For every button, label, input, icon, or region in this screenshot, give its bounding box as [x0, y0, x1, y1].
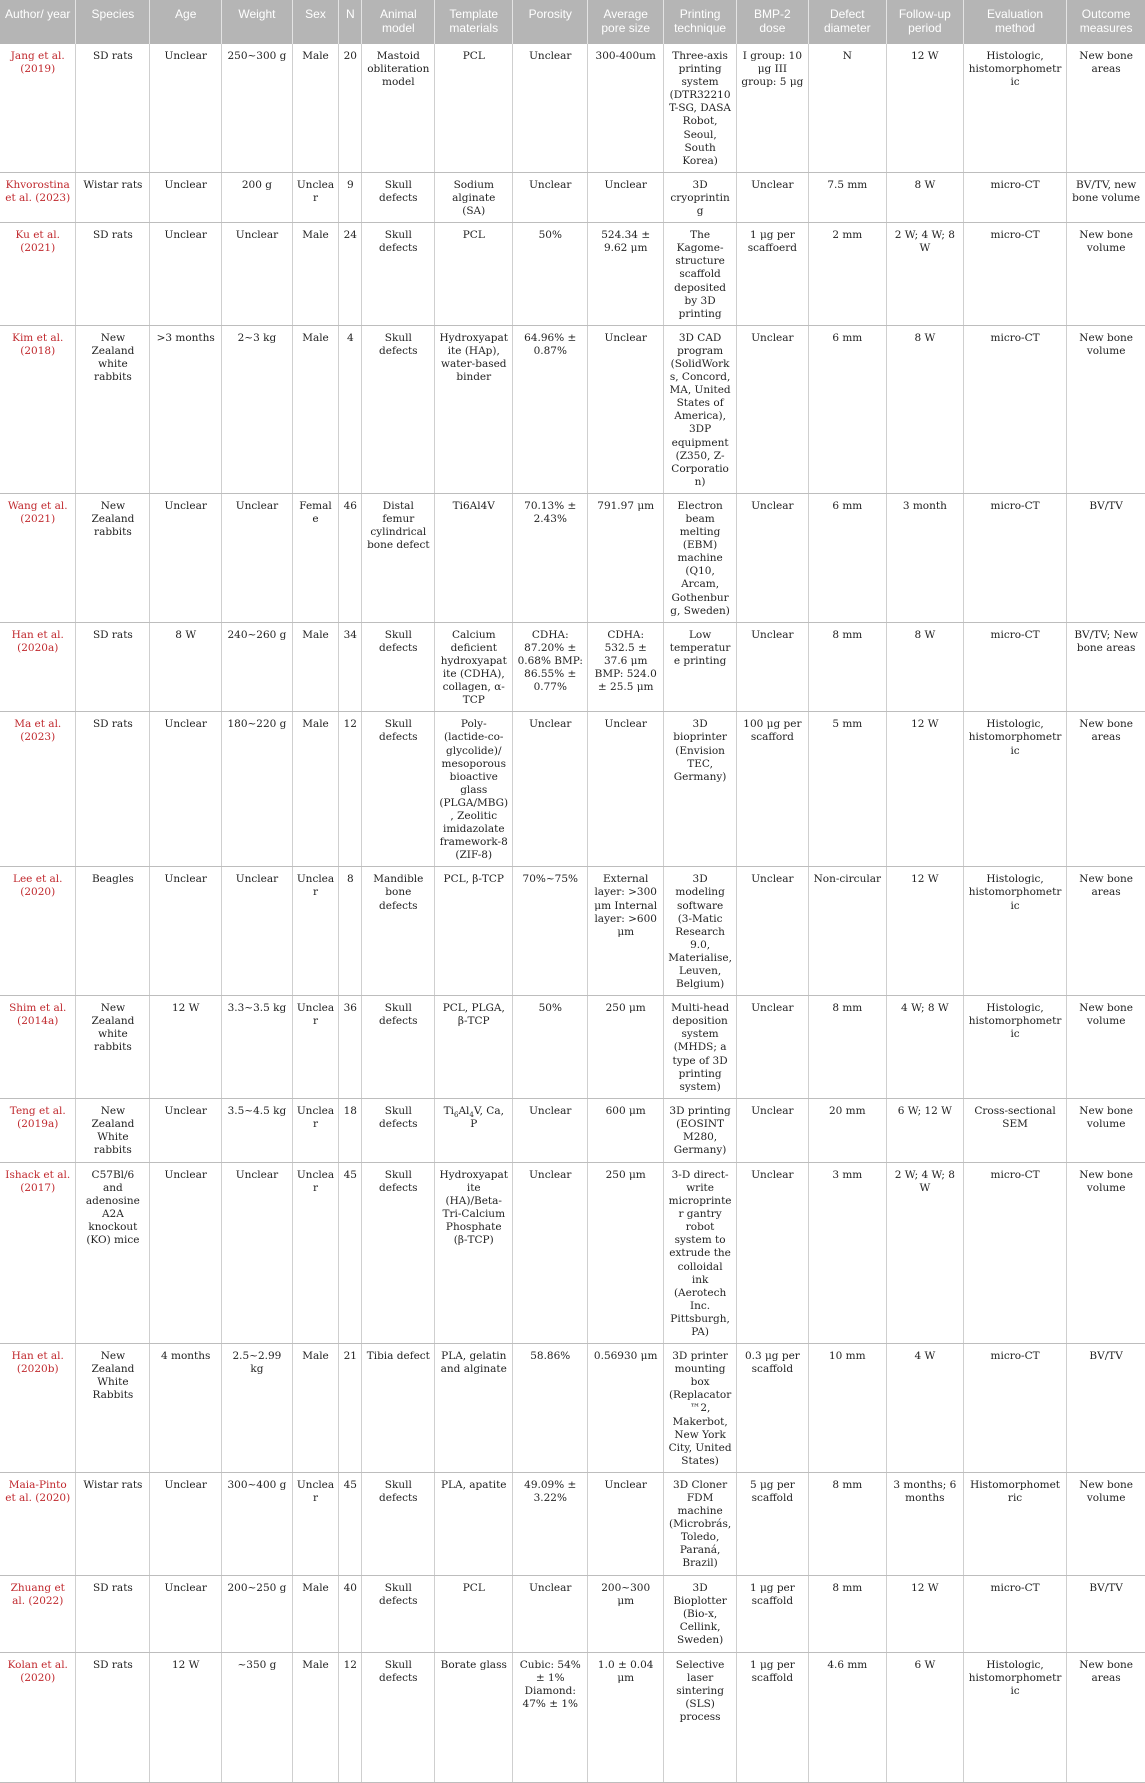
- cell-follow-up: 8 W: [886, 622, 963, 712]
- cell-species: SD rats: [76, 1652, 150, 1782]
- header-template-materials: Template materials: [435, 0, 513, 44]
- cell-sex: Male: [292, 223, 338, 326]
- cell-defect-diameter: 10 mm: [808, 1344, 886, 1473]
- materials-part: V, Ca, P: [470, 1104, 504, 1130]
- cell-animal-model: Skull defects: [362, 1472, 435, 1575]
- cell-bmp2-dose: Unclear: [737, 996, 809, 1099]
- cell-outcome: New bone areas: [1067, 867, 1145, 996]
- cell-species: SD rats: [76, 712, 150, 867]
- cell-outcome: New bone areas: [1067, 712, 1145, 867]
- cell-animal-model: Skull defects: [362, 712, 435, 867]
- cell-author[interactable]: Ishack et al. (2017): [0, 1162, 76, 1343]
- cell-species: SD rats: [76, 44, 150, 172]
- cell-porosity: Unclear: [513, 1162, 588, 1343]
- table-row: [0, 172, 1145, 222]
- cell-evaluation: Histologic, histomorphometric: [963, 867, 1066, 996]
- cell-outcome: BV/TV: [1067, 1344, 1145, 1473]
- cell-age: 8 W: [150, 622, 222, 712]
- cell-follow-up: 12 W: [886, 867, 963, 996]
- cell-n: 21: [339, 1344, 362, 1473]
- cell-follow-up: 12 W: [886, 1575, 963, 1652]
- header-defect-diameter: Defect diameter: [808, 0, 886, 44]
- cell-evaluation: micro-CT: [963, 1162, 1066, 1343]
- cell-printing-technique: The Kagome-structure scaffold deposited by 3D printing: [664, 223, 737, 326]
- cell-bmp2-dose: 5 μg per scaffold: [737, 1472, 809, 1575]
- cell-printing-technique: Selective laser sintering (SLS) process: [664, 1652, 737, 1782]
- cell-follow-up: 3 month: [886, 493, 963, 622]
- cell-template-materials: Ti6Al4V: [435, 493, 513, 622]
- cell-animal-model: Skull defects: [362, 996, 435, 1099]
- cell-template-materials: Hydroxyapatite (HA)/Beta-Tri-Calcium Phosphate (β-TCP): [435, 1162, 513, 1343]
- cell-evaluation: micro-CT: [963, 325, 1066, 493]
- cell-weight: 3.3~3.5 kg: [222, 996, 293, 1099]
- cell-printing-technique: 3-D direct-write microprinter gantry robot system to extrude the colloidal ink (Aerotech Inc. Pittsburgh, PA): [664, 1162, 737, 1343]
- cell-species: SD rats: [76, 223, 150, 326]
- cell-porosity: 70%~75%: [513, 867, 588, 996]
- cell-defect-diameter: 8 mm: [808, 996, 886, 1099]
- cell-author[interactable]: Teng et al. (2019a): [0, 1098, 76, 1162]
- header-age: Age: [150, 0, 222, 44]
- table-row: [0, 325, 1145, 493]
- cell-author[interactable]: Maia-Pinto et al. (2020): [0, 1472, 76, 1575]
- cell-age: 4 months: [150, 1344, 222, 1473]
- cell-printing-technique: 3D Cloner FDM machine (Microbrás, Toledo, Paraná, Brazil): [664, 1472, 737, 1575]
- cell-weight: 3.5~4.5 kg: [222, 1098, 293, 1162]
- cell-pore-size: 0.56930 μm: [588, 1344, 664, 1473]
- cell-weight: Unclear: [222, 493, 293, 622]
- cell-pore-size: 1.0 ± 0.04 μm: [588, 1652, 664, 1782]
- cell-sex: Male: [292, 44, 338, 172]
- cell-printing-technique: 3D Bioplotter (Bio-x, Cellink, Sweden): [664, 1575, 737, 1652]
- cell-weight: 300~400 g: [222, 1472, 293, 1575]
- cell-porosity: Unclear: [513, 44, 588, 172]
- cell-species: New Zealand white rabbits: [76, 325, 150, 493]
- cell-age: Unclear: [150, 1098, 222, 1162]
- cell-porosity: Unclear: [513, 1098, 588, 1162]
- cell-animal-model: Skull defects: [362, 622, 435, 712]
- cell-pore-size: Unclear: [588, 172, 664, 222]
- cell-age: Unclear: [150, 867, 222, 996]
- cell-follow-up: 12 W: [886, 44, 963, 172]
- cell-template-materials: PCL: [435, 44, 513, 172]
- cell-template-materials: PLA, gelatin and alginate: [435, 1344, 513, 1473]
- cell-printing-technique: 3D printer mounting box (Replacator™2, Makerbot, New York City, United States): [664, 1344, 737, 1473]
- cell-evaluation: Histologic, histomorphometric: [963, 44, 1066, 172]
- cell-n: 4: [339, 325, 362, 493]
- table-row: [0, 622, 1145, 712]
- cell-author[interactable]: Han et al. (2020b): [0, 1344, 76, 1473]
- cell-porosity: Unclear: [513, 1575, 588, 1652]
- cell-template-materials: Poly-(lactide-co-glycolide)/ mesoporous bioactive glass (PLGA/MBG), Zeolitic imidazolate framework-8 (ZIF-8): [435, 712, 513, 867]
- cell-age: Unclear: [150, 1472, 222, 1575]
- cell-age: Unclear: [150, 172, 222, 222]
- cell-defect-diameter: 4.6 mm: [808, 1652, 886, 1782]
- cell-species: New Zealand rabbits: [76, 493, 150, 622]
- cell-age: Unclear: [150, 493, 222, 622]
- cell-n: 8: [339, 867, 362, 996]
- cell-sex: Female: [292, 493, 338, 622]
- table-row: [0, 223, 1145, 326]
- cell-sex: Unclear: [292, 172, 338, 222]
- cell-age: 12 W: [150, 996, 222, 1099]
- cell-evaluation: micro-CT: [963, 223, 1066, 326]
- cell-template-materials: PLA, apatite: [435, 1472, 513, 1575]
- cell-follow-up: 3 months; 6 months: [886, 1472, 963, 1575]
- cell-sex: Male: [292, 622, 338, 712]
- cell-pore-size: Unclear: [588, 1472, 664, 1575]
- header-bmp2-dose: BMP-2 dose: [737, 0, 809, 44]
- cell-follow-up: 2 W; 4 W; 8 W: [886, 1162, 963, 1343]
- cell-sex: Unclear: [292, 1098, 338, 1162]
- cell-outcome: New bone volume: [1067, 1098, 1145, 1162]
- cell-author[interactable]: Jang et al. (2019): [0, 44, 76, 172]
- cell-follow-up: 6 W: [886, 1652, 963, 1782]
- cell-defect-diameter: 6 mm: [808, 325, 886, 493]
- cell-age: Unclear: [150, 1162, 222, 1343]
- header-n: N: [339, 0, 362, 44]
- cell-follow-up: 4 W: [886, 1344, 963, 1473]
- cell-sex: Male: [292, 712, 338, 867]
- header-pore-size: Average pore size: [588, 0, 664, 44]
- cell-evaluation: micro-CT: [963, 1575, 1066, 1652]
- cell-animal-model: Skull defects: [362, 325, 435, 493]
- cell-defect-diameter: N: [808, 44, 886, 172]
- cell-bmp2-dose: Unclear: [737, 172, 809, 222]
- cell-porosity: Unclear: [513, 712, 588, 867]
- cell-porosity: Unclear: [513, 172, 588, 222]
- cell-sex: Male: [292, 325, 338, 493]
- materials-part: 6: [453, 1110, 459, 1119]
- cell-weight: 180~220 g: [222, 712, 293, 867]
- cell-bmp2-dose: Unclear: [737, 622, 809, 712]
- cell-porosity: 49.09% ± 3.22%: [513, 1472, 588, 1575]
- header-printing-technique: Printing technique: [664, 0, 737, 44]
- cell-animal-model: Mandible bone defects: [362, 867, 435, 996]
- cell-defect-diameter: 20 mm: [808, 1098, 886, 1162]
- cell-template-materials: Borate glass: [435, 1652, 513, 1782]
- cell-n: 34: [339, 622, 362, 712]
- materials-part: Al: [458, 1104, 470, 1117]
- cell-n: 18: [339, 1098, 362, 1162]
- cell-weight: 250~300 g: [222, 44, 293, 172]
- cell-evaluation: Histologic, histomorphometric: [963, 712, 1066, 867]
- cell-porosity: 70.13% ± 2.43%: [513, 493, 588, 622]
- cell-outcome: BV/TV; New bone areas: [1067, 622, 1145, 712]
- cell-porosity: 50%: [513, 223, 588, 326]
- header-follow-up: Follow-up period: [886, 0, 963, 44]
- cell-evaluation: micro-CT: [963, 1344, 1066, 1473]
- cell-author[interactable]: Kim et al. (2018): [0, 325, 76, 493]
- cell-species: SD rats: [76, 1575, 150, 1652]
- header-porosity: Porosity: [513, 0, 588, 44]
- cell-follow-up: 12 W: [886, 712, 963, 867]
- cell-n: 9: [339, 172, 362, 222]
- cell-outcome: New bone areas: [1067, 44, 1145, 172]
- cell-defect-diameter: Non-circular: [808, 867, 886, 996]
- cell-defect-diameter: 6 mm: [808, 493, 886, 622]
- cell-outcome: BV/TV, new bone volume: [1067, 172, 1145, 222]
- cell-evaluation: Histologic, histomorphometric: [963, 996, 1066, 1099]
- cell-pore-size: 524.34 ± 9.62 μm: [588, 223, 664, 326]
- cell-follow-up: 8 W: [886, 325, 963, 493]
- cell-porosity: 64.96% ± 0.87%: [513, 325, 588, 493]
- cell-sex: Unclear: [292, 996, 338, 1099]
- cell-species: Beagles: [76, 867, 150, 996]
- cell-author[interactable]: Kolan et al. (2020): [0, 1652, 76, 1782]
- cell-defect-diameter: 2 mm: [808, 223, 886, 326]
- cell-printing-technique: Three-axis printing system (DTR32210 T-SG, DASA Robot, Seoul, South Korea): [664, 44, 737, 172]
- cell-outcome: New bone areas: [1067, 1652, 1145, 1782]
- cell-bmp2-dose: 1 μg per scaffoerd: [737, 223, 809, 326]
- cell-porosity: 58.86%: [513, 1344, 588, 1473]
- cell-n: 46: [339, 493, 362, 622]
- cell-animal-model: Skull defects: [362, 1162, 435, 1343]
- cell-defect-diameter: 8 mm: [808, 1575, 886, 1652]
- cell-n: 45: [339, 1472, 362, 1575]
- cell-printing-technique: 3D printing (EOSINT M280, Germany): [664, 1098, 737, 1162]
- cell-author[interactable]: Han et al. (2020a): [0, 622, 76, 712]
- cell-pore-size: Unclear: [588, 712, 664, 867]
- cell-outcome: BV/TV: [1067, 493, 1145, 622]
- cell-bmp2-dose: 100 μg per scafford: [737, 712, 809, 867]
- cell-author[interactable]: Wang et al. (2021): [0, 493, 76, 622]
- cell-evaluation: micro-CT: [963, 622, 1066, 712]
- cell-defect-diameter: 5 mm: [808, 712, 886, 867]
- cell-template-materials: Sodium alginate (SA): [435, 172, 513, 222]
- cell-weight: Unclear: [222, 867, 293, 996]
- cell-bmp2-dose: 1 μg per scaffold: [737, 1652, 809, 1782]
- cell-author[interactable]: Zhuang et al. (2022): [0, 1575, 76, 1652]
- cell-follow-up: 4 W; 8 W: [886, 996, 963, 1099]
- cell-species: C57Bl/6 and adenosine A2A knockout (KO) mice: [76, 1162, 150, 1343]
- cell-evaluation: Histologic, histomorphometric: [963, 1652, 1066, 1782]
- cell-printing-technique: Multi-head deposition system (MHDS; a type of 3D printing system): [664, 996, 737, 1099]
- cell-age: >3 months: [150, 325, 222, 493]
- cell-printing-technique: 3D CAD program (SolidWorks, Concord, MA, United States of America), 3DP equipment (Z350, Z-Corporation): [664, 325, 737, 493]
- cell-sex: Unclear: [292, 1162, 338, 1343]
- cell-age: Unclear: [150, 712, 222, 867]
- cell-pore-size: 600 μm: [588, 1098, 664, 1162]
- cell-outcome: New bone volume: [1067, 996, 1145, 1099]
- cell-porosity: 50%: [513, 996, 588, 1099]
- table-row: [0, 1344, 1145, 1473]
- cell-printing-technique: 3D bioprinter (Envision TEC, Germany): [664, 712, 737, 867]
- cell-animal-model: Skull defects: [362, 172, 435, 222]
- cell-template-materials: PCL, PLGA, β-TCP: [435, 996, 513, 1099]
- cell-sex: Male: [292, 1575, 338, 1652]
- cell-species: New Zealand White rabbits: [76, 1098, 150, 1162]
- cell-animal-model: Mastoid obliteration model: [362, 44, 435, 172]
- cell-defect-diameter: 8 mm: [808, 1472, 886, 1575]
- cell-printing-technique: 3D cryoprinting: [664, 172, 737, 222]
- cell-printing-technique: 3D modeling software (3-Matic Research 9.0, Materialise, Leuven, Belgium): [664, 867, 737, 996]
- cell-bmp2-dose: Unclear: [737, 1162, 809, 1343]
- cell-template-materials: Hydroxyapatite (HAp), water-based binder: [435, 325, 513, 493]
- cell-bmp2-dose: Unclear: [737, 493, 809, 622]
- cell-species: Wistar rats: [76, 172, 150, 222]
- cell-animal-model: Skull defects: [362, 1098, 435, 1162]
- cell-animal-model: Skull defects: [362, 1575, 435, 1652]
- materials-part: 4: [469, 1110, 474, 1119]
- cell-age: Unclear: [150, 44, 222, 172]
- cell-evaluation: micro-CT: [963, 172, 1066, 222]
- cell-printing-technique: Electron beam melting (EBM) machine (Q10, Arcam, Gothenburg, Sweden): [664, 493, 737, 622]
- table-row: [0, 1652, 1145, 1782]
- cell-author[interactable]: Ku et al. (2021): [0, 223, 76, 326]
- cell-pore-size: 791.97 μm: [588, 493, 664, 622]
- cell-sex: Male: [292, 1344, 338, 1473]
- cell-pore-size: External layer: >300 μm Internal layer: >600 μm: [588, 867, 664, 996]
- cell-weight: 200 g: [222, 172, 293, 222]
- cell-species: New Zealand white rabbits: [76, 996, 150, 1099]
- cell-template-materials: PCL: [435, 1575, 513, 1652]
- cell-weight: 200~250 g: [222, 1575, 293, 1652]
- cell-bmp2-dose: 0.3 μg per scaffold: [737, 1344, 809, 1473]
- header-outcome: Outcome measures: [1067, 0, 1145, 44]
- cell-porosity: Cubic: 54% ± 1% Diamond: 47% ± 1%: [513, 1652, 588, 1782]
- cell-n: 12: [339, 712, 362, 867]
- cell-n: 20: [339, 44, 362, 172]
- cell-age: Unclear: [150, 1575, 222, 1652]
- cell-outcome: New bone volume: [1067, 1162, 1145, 1343]
- cell-author[interactable]: Shim et al. (2014a): [0, 996, 76, 1099]
- cell-animal-model: Skull defects: [362, 1652, 435, 1782]
- cell-defect-diameter: 3 mm: [808, 1162, 886, 1343]
- cell-bmp2-dose: I group: 10 μg III group: 5 μg: [737, 44, 809, 172]
- cell-weight: Unclear: [222, 1162, 293, 1343]
- cell-n: 12: [339, 1652, 362, 1782]
- cell-sex: Unclear: [292, 1472, 338, 1575]
- table-row: [0, 493, 1145, 622]
- header-sex: Sex: [292, 0, 338, 44]
- cell-outcome: New bone volume: [1067, 325, 1145, 493]
- cell-bmp2-dose: 1 μg per scaffold: [737, 1575, 809, 1652]
- cell-sex: Unclear: [292, 867, 338, 996]
- cell-weight: 240~260 g: [222, 622, 293, 712]
- cell-n: 45: [339, 1162, 362, 1343]
- cell-weight: 2.5~2.99 kg: [222, 1344, 293, 1473]
- cell-author[interactable]: Lee et al. (2020): [0, 867, 76, 996]
- cell-outcome: New bone volume: [1067, 223, 1145, 326]
- table-row: [0, 1575, 1145, 1652]
- cell-template-materials: PCL: [435, 223, 513, 326]
- cell-animal-model: Skull defects: [362, 223, 435, 326]
- cell-outcome: BV/TV: [1067, 1575, 1145, 1652]
- table-row: [0, 44, 1145, 172]
- header-weight: Weight: [222, 0, 293, 44]
- cell-n: 36: [339, 996, 362, 1099]
- cell-pore-size: CDHA: 532.5 ± 37.6 μm BMP: 524.0 ± 25.5 μm: [588, 622, 664, 712]
- cell-pore-size: Unclear: [588, 325, 664, 493]
- cell-follow-up: 8 W: [886, 172, 963, 222]
- cell-follow-up: 6 W; 12 W: [886, 1098, 963, 1162]
- cell-pore-size: 250 μm: [588, 996, 664, 1099]
- table-row: [0, 1162, 1145, 1343]
- cell-printing-technique: Low temperature printing: [664, 622, 737, 712]
- header-row: [0, 0, 1145, 44]
- cell-author[interactable]: Khvorostina et al. (2023): [0, 172, 76, 222]
- cell-weight: Unclear: [222, 223, 293, 326]
- cell-pore-size: 200~300 μm: [588, 1575, 664, 1652]
- table-row: [0, 867, 1145, 996]
- cell-bmp2-dose: Unclear: [737, 325, 809, 493]
- cell-species: SD rats: [76, 622, 150, 712]
- table-row: [0, 996, 1145, 1099]
- cell-defect-diameter: 7.5 mm: [808, 172, 886, 222]
- cell-weight: ~350 g: [222, 1652, 293, 1782]
- cell-species: New Zealand White Rabbits: [76, 1344, 150, 1473]
- cell-animal-model: Distal femur cylindrical bone defect: [362, 493, 435, 622]
- cell-bmp2-dose: Unclear: [737, 1098, 809, 1162]
- cell-follow-up: 2 W; 4 W; 8 W: [886, 223, 963, 326]
- cell-template-materials: Calcium deficient hydroxyapatite (CDHA), collagen, α-TCP: [435, 622, 513, 712]
- table-row: [0, 712, 1145, 867]
- cell-n: 40: [339, 1575, 362, 1652]
- cell-n: 24: [339, 223, 362, 326]
- cell-author[interactable]: Ma et al. (2023): [0, 712, 76, 867]
- cell-template-materials: PCL, β-TCP: [435, 867, 513, 996]
- cell-bmp2-dose: Unclear: [737, 867, 809, 996]
- cell-evaluation: Histomorphometric: [963, 1472, 1066, 1575]
- cell-evaluation: micro-CT: [963, 493, 1066, 622]
- header-animal-model: Animal model: [362, 0, 435, 44]
- cell-weight: 2~3 kg: [222, 325, 293, 493]
- cell-pore-size: 300-400um: [588, 44, 664, 172]
- table-row: [0, 1472, 1145, 1575]
- header-author: Author/ year: [0, 0, 76, 44]
- materials-part: Ti: [443, 1104, 454, 1117]
- cell-evaluation: Cross-sectional SEM: [963, 1098, 1066, 1162]
- cell-template-materials: [435, 1098, 513, 1162]
- cell-pore-size: 250 μm: [588, 1162, 664, 1343]
- cell-outcome: New bone volume: [1067, 1472, 1145, 1575]
- header-species: Species: [76, 0, 150, 44]
- cell-defect-diameter: 8 mm: [808, 622, 886, 712]
- header-evaluation: Evaluation method: [963, 0, 1066, 44]
- cell-species: Wistar rats: [76, 1472, 150, 1575]
- cell-age: Unclear: [150, 223, 222, 326]
- cell-animal-model: Tibia defect: [362, 1344, 435, 1473]
- cell-porosity: CDHA: 87.20% ± 0.68% BMP: 86.55% ± 0.77%: [513, 622, 588, 712]
- table-row: [0, 1098, 1145, 1162]
- cell-sex: Male: [292, 1652, 338, 1782]
- cell-age: 12 W: [150, 1652, 222, 1782]
